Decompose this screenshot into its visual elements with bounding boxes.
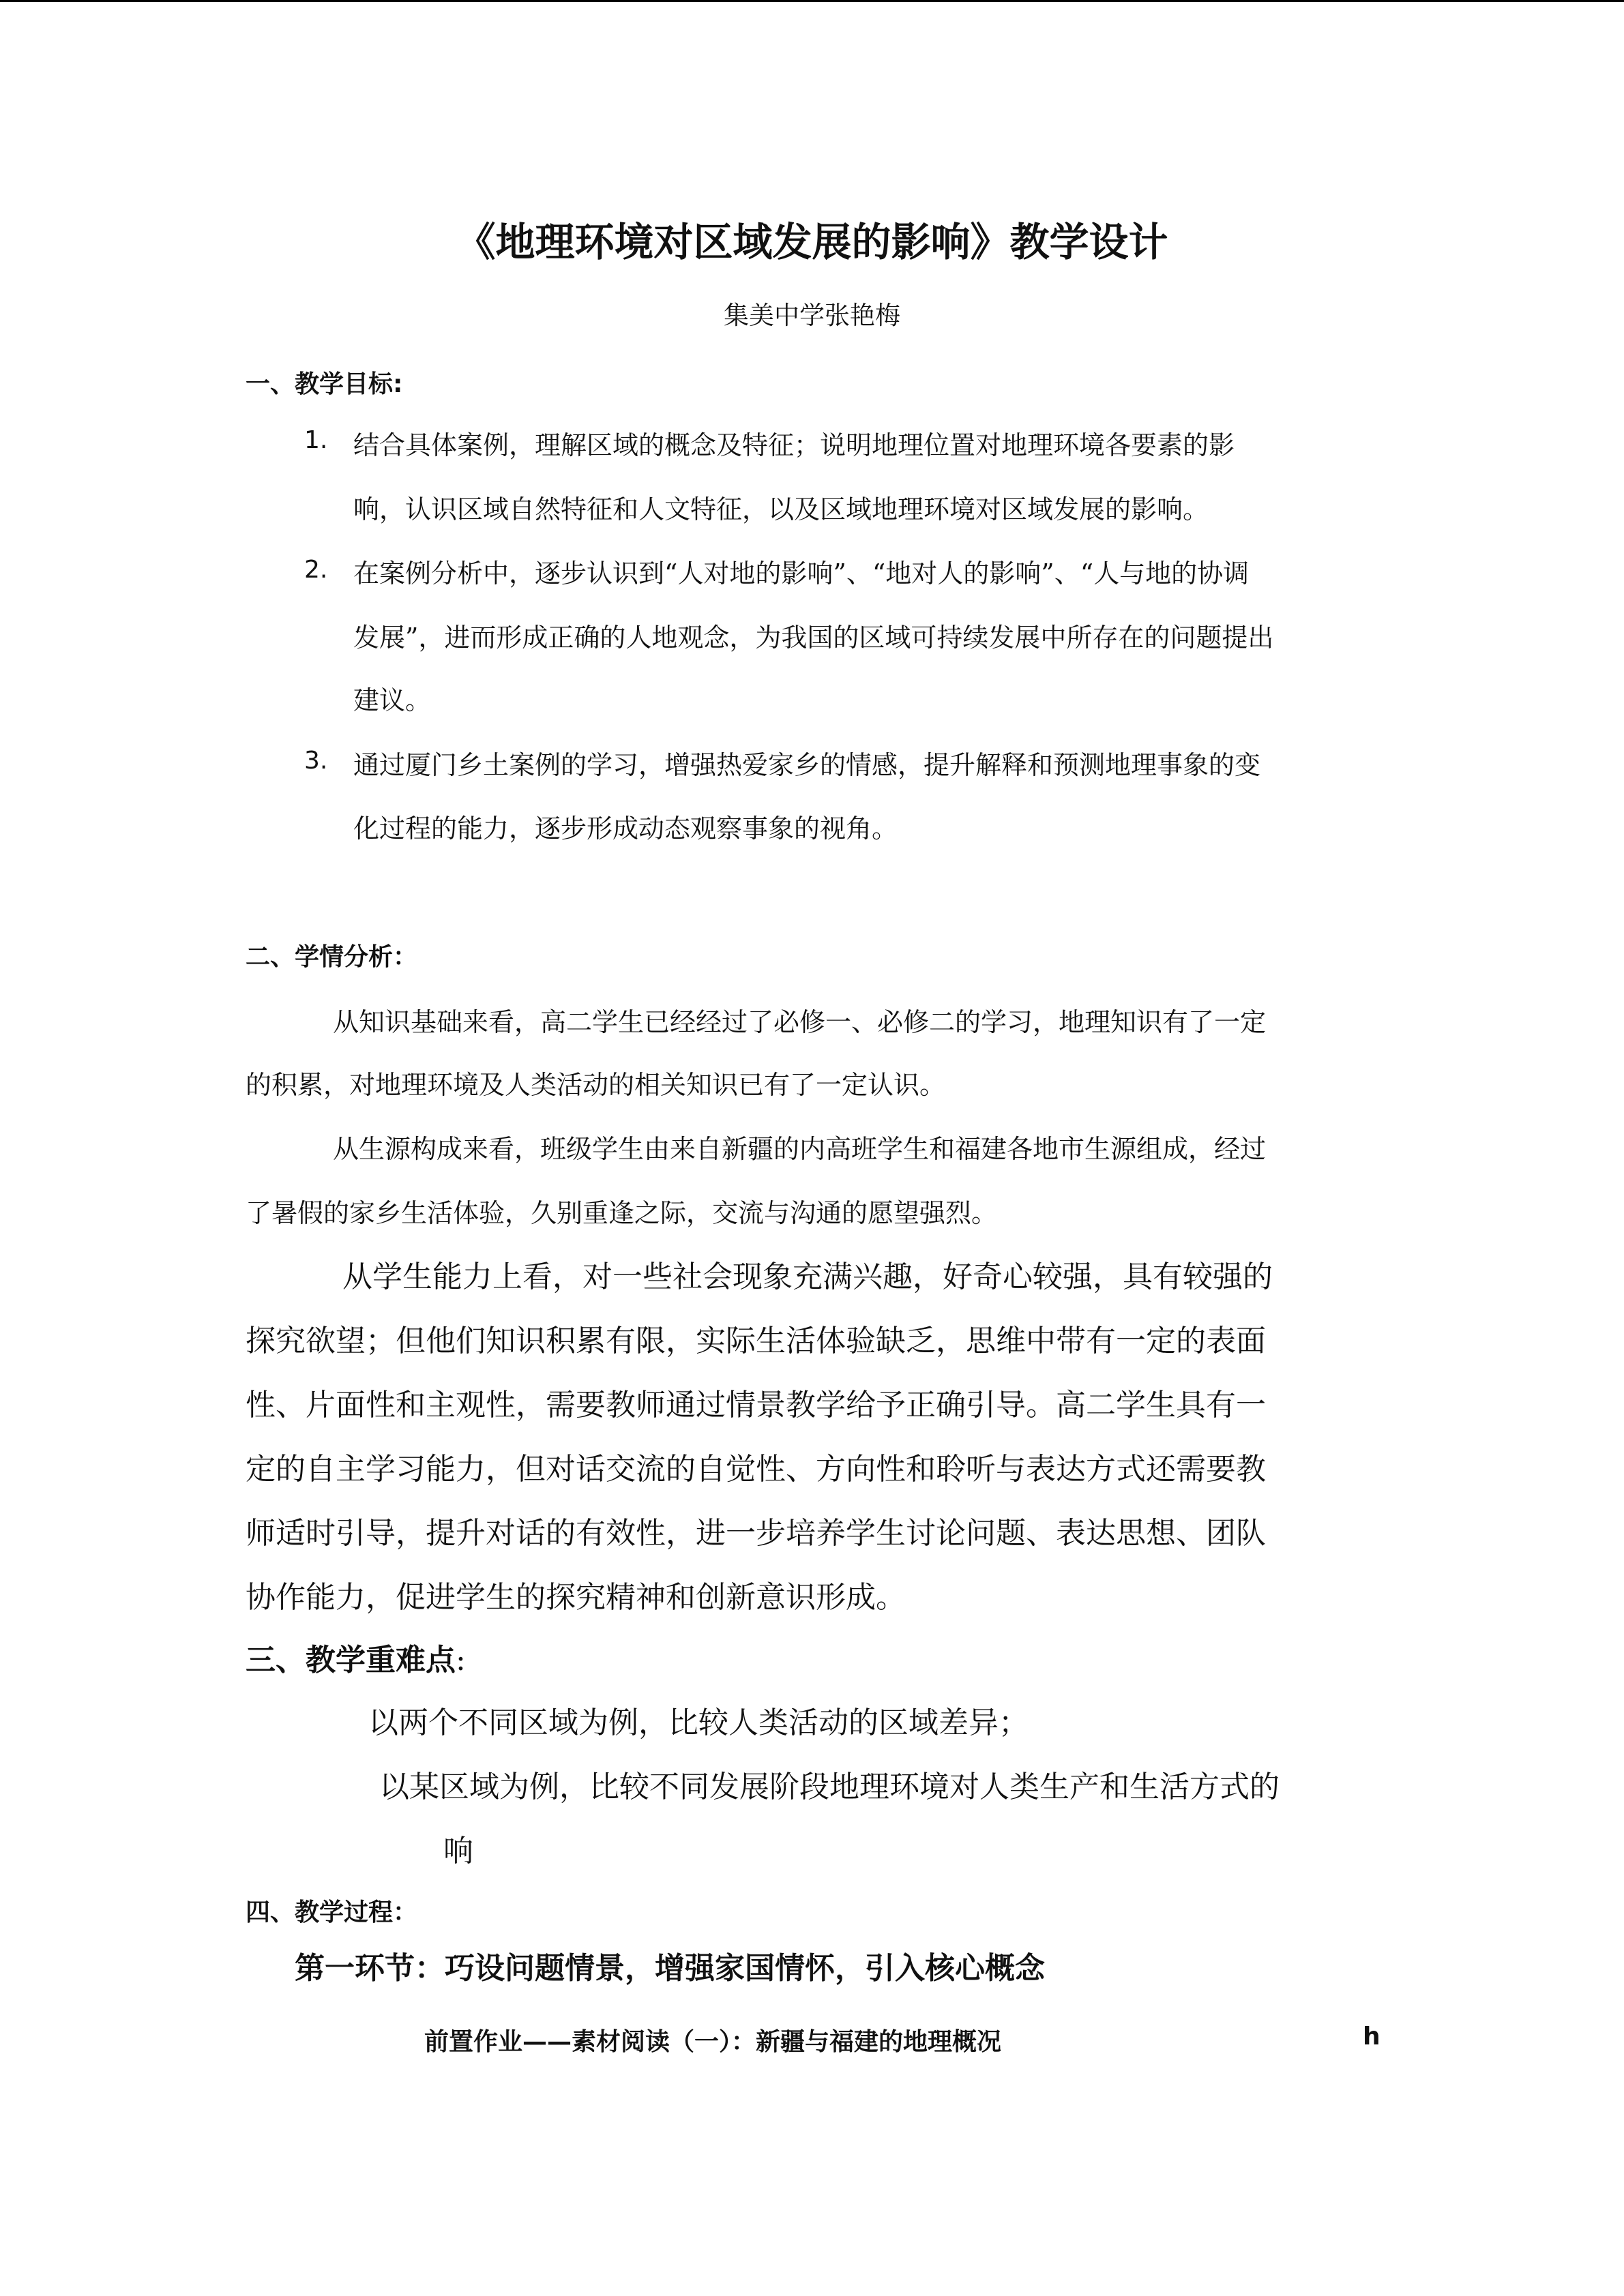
list-item-line: 化过程的能力，逐步形成动态观察事象的视角。 <box>353 814 898 844</box>
list-number: 2. <box>304 556 328 584</box>
list-item-line: 结合具体案例，理解区域的概念及特征；说明地理位置对地理环境各要素的影 <box>353 430 1235 460</box>
heading-colon: : <box>456 1643 466 1678</box>
paragraph-line: 了暑假的家乡生活体验，久别重逢之际，交流与沟通的愿望强烈。 <box>246 1198 998 1228</box>
paragraph-line: 从知识基础来看，高二学生已经经过了必修一、必修二的学习，地理知识有了一定 <box>333 1007 1267 1037</box>
list-number: 3. <box>304 747 328 775</box>
paragraph-line: 定的自主学习能力，但对话交流的自觉性、方向性和聆听与表达方式还需要教 <box>246 1452 1266 1487</box>
list-item-line: 发展”，进而形成正确的人地观念，为我国的区域可持续发展中所存在的问题提出 <box>353 623 1274 653</box>
homework-caption: 前置作业——素材阅读（一）：新疆与福建的地理概况 <box>424 2028 1002 2056</box>
section-heading-process: 四、教学过程： <box>246 1898 418 1926</box>
caption-tail: h <box>1363 2023 1381 2051</box>
page-top-border <box>0 0 1624 2</box>
keypoint-line: 响 <box>443 1834 473 1868</box>
list-item-line: 响，认识区域自然特征和人文特征，以及区域地理环境对区域发展的影响。 <box>353 494 1209 524</box>
document-title: 《地理环境对区域发展的影响》教学设计 <box>456 219 1168 265</box>
paragraph-line: 的积累，对地理环境及人类活动的相关知识已有了一定认识。 <box>246 1070 946 1100</box>
keypoint-line: 以某区域为例，比较不同发展阶段地理环境对人类生产和生活方式的 <box>379 1770 1280 1804</box>
section-heading-keypoints <box>246 1635 466 1679</box>
list-item-line: 在案例分析中，逐步认识到“人对地的影响”、“地对人的影响”、“人与地的协调 <box>353 558 1250 588</box>
list-item-line: 通过厦门乡土案例的学习，增强热爱家乡的情感，提升解释和预测地理事象的变 <box>353 750 1261 780</box>
stage-subheading: 第一环节：巧设问题情景，增强家国情怀，引入核心概念 <box>295 1951 1045 1986</box>
author-line: 集美中学张艳梅 <box>724 301 900 330</box>
paragraph-line: 从学生能力上看，对一些社会现象充满兴趣，好奇心较强，具有较强的 <box>342 1259 1273 1294</box>
paragraph-line: 探究欲望；但他们知识积累有限，实际生活体验缺乏，思维中带有一定的表面 <box>246 1324 1266 1358</box>
paragraph-line: 性、片面性和主观性，需要教师通过情景教学给予正确引导。高二学生具有一 <box>246 1388 1266 1422</box>
section-heading-analysis: 二、学情分析： <box>246 943 418 971</box>
list-item-line: 建议。 <box>353 685 432 715</box>
paragraph-line: 从生源构成来看，班级学生由来自新疆的内高班学生和福建各地市生源组成，经过 <box>333 1134 1267 1164</box>
paragraph-line: 协作能力，促进学生的探究精神和创新意识形成。 <box>246 1580 906 1615</box>
paragraph-line: 师适时引导，提升对话的有效性，进一步培养学生讨论问题、表达思想、团队 <box>246 1516 1266 1551</box>
keypoint-line: 以两个不同区域为例，比较人类活动的区域差异； <box>368 1705 1029 1740</box>
list-number: 1. <box>304 426 328 454</box>
section-heading-objectives: 一、教学目标: <box>246 370 403 398</box>
section-heading-text: 三、教学重难点 <box>246 1643 456 1678</box>
